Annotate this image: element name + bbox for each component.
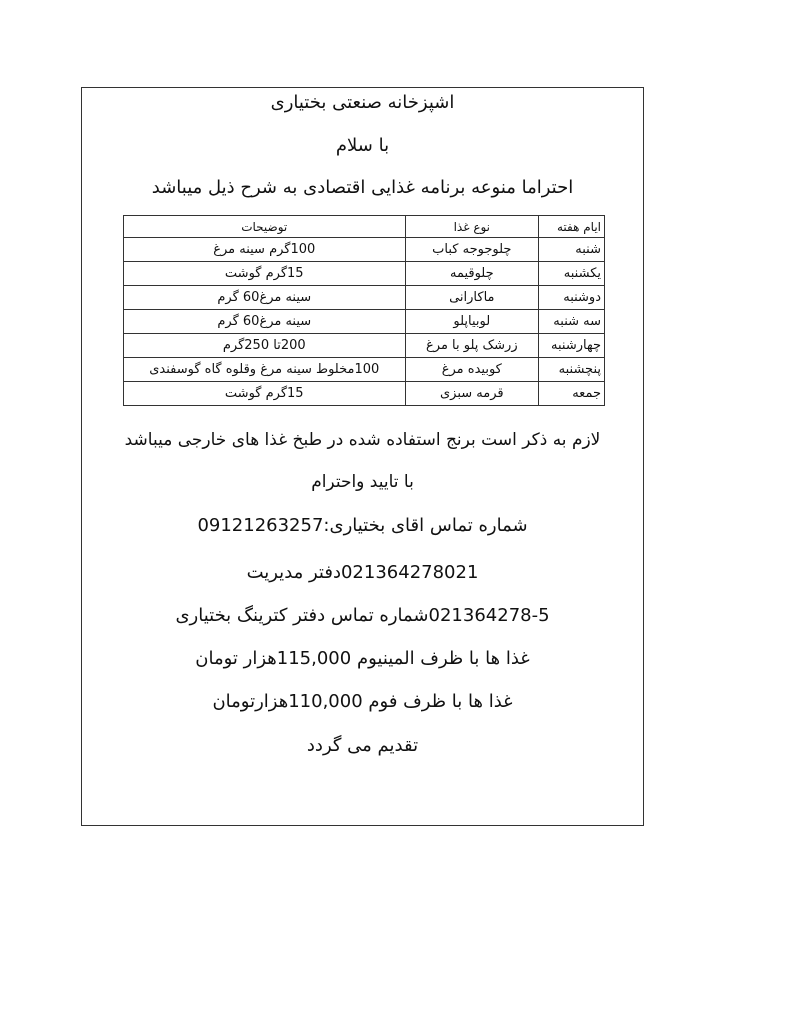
- cell-desc: 100گرم سینه مرغ: [124, 238, 406, 262]
- cell-day: چهارشنبه: [539, 334, 605, 358]
- cell-food: چلوجوجه کباب: [405, 238, 539, 262]
- table-row: [124, 310, 605, 334]
- table-row: [124, 382, 605, 406]
- cell-food: کوبیده مرغ: [405, 358, 539, 382]
- cell-food: قرمه سبزی: [405, 382, 539, 406]
- table-row: [124, 238, 605, 262]
- regards-text: با تایید واحترام: [311, 472, 414, 492]
- cell-day: یکشنبه: [539, 262, 605, 286]
- table-row: [124, 286, 605, 310]
- document-title: اشپزخانه صنعتی بختیاری: [270, 92, 455, 113]
- table-row: [124, 262, 605, 286]
- intro-text: احتراما منوعه برنامه غذایی اقتصادی به شرح ذیل میباشد: [151, 177, 574, 198]
- table-row: [124, 358, 605, 382]
- manager-phone: شماره تماس اقای بختیاری:09121263257: [197, 515, 528, 536]
- cell-day: شنبه: [539, 238, 605, 262]
- header-day: ایام هفته: [539, 216, 605, 238]
- cell-day: پنچشنبه: [539, 358, 605, 382]
- cell-food: لوبیاپلو: [405, 310, 539, 334]
- table-header-row: [124, 216, 605, 238]
- cell-food: چلوقیمه: [405, 262, 539, 286]
- cell-day: جمعه: [539, 382, 605, 406]
- cell-desc: سینه مرغ60 گرم: [124, 286, 406, 310]
- rice-note: لازم به ذکر است برنج استفاده شده در طبخ غذا های خارجی میباشد: [124, 430, 601, 450]
- cell-day: دوشنبه: [539, 286, 605, 310]
- cell-desc: 15گرم گوشت: [124, 262, 406, 286]
- greeting: با سلام: [335, 135, 390, 156]
- office-phone: 021364278021دفتر مدیریت: [246, 562, 479, 583]
- weekly-menu-table: [123, 215, 605, 406]
- foam-container-price: غذا ها با ظرف فوم 110,000هزارتومان: [212, 691, 513, 712]
- cell-desc: سینه مرغ60 گرم: [124, 310, 406, 334]
- cell-day: سه شنبه: [539, 310, 605, 334]
- cell-desc: 100مخلوط سینه مرغ وقلوه گاه گوسفندی: [124, 358, 406, 382]
- header-food: نوع غذا: [405, 216, 539, 238]
- cell-desc: 15گرم گوشت: [124, 382, 406, 406]
- table-row: [124, 334, 605, 358]
- header-desc: توضیحات: [124, 216, 406, 238]
- closing-text: تقدیم می گردد: [306, 735, 419, 756]
- aluminum-container-price: غذا ها با ظرف المینیوم 115,000هزار تومان: [195, 648, 530, 669]
- catering-phone: 021364278-5شماره تماس دفتر کترینگ بختیاری: [175, 605, 550, 626]
- cell-food: زرشک پلو با مرغ: [405, 334, 539, 358]
- cell-desc: 200تا 250گرم: [124, 334, 406, 358]
- cell-food: ماکارانی: [405, 286, 539, 310]
